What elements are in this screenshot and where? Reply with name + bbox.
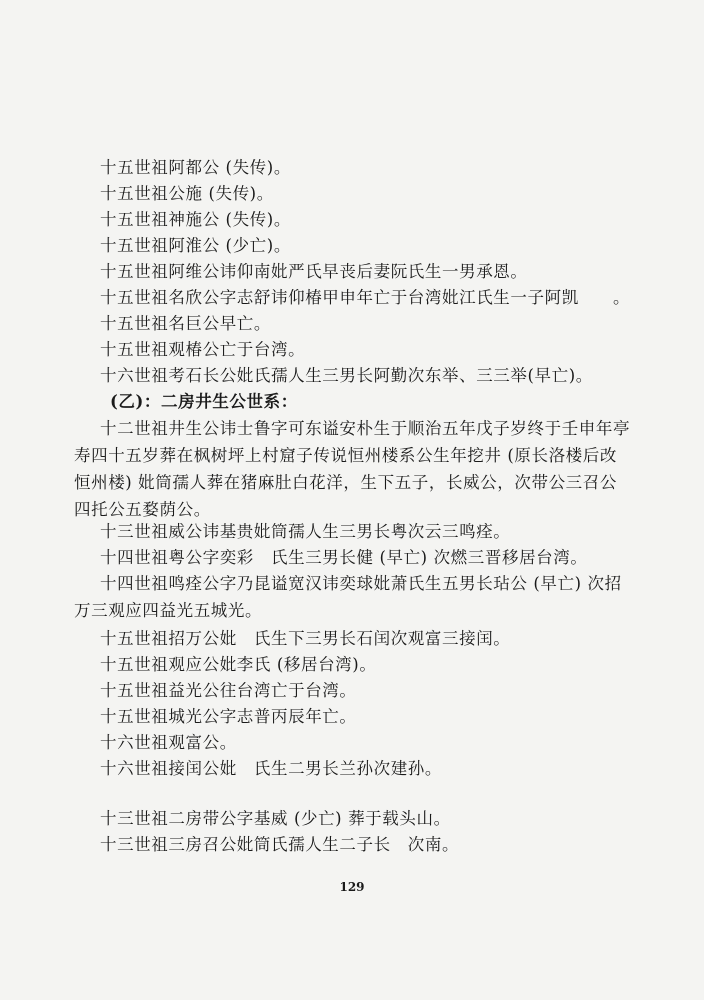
text-line: 十六世祖观富公。 bbox=[100, 733, 237, 752]
text-line: 十五世祖阿都公 (失传)。 bbox=[100, 158, 291, 177]
text-line: 十五世祖公施 (失传)。 bbox=[100, 184, 274, 203]
text-line: 十五世祖名欣公字志舒讳仰椿甲申年亡于台湾妣江氏生一子阿凯 。 bbox=[100, 288, 631, 307]
text-line: 十五世祖神施公 (失传)。 bbox=[100, 210, 291, 229]
paragraph: 十二世祖井生公讳士鲁字可东谥安朴生于顺治五年戊子岁终于壬申年亭寿四十五岁葬在枫树坪上村窟子传说恒州楼系公生年挖井 (原长洛楼后改恒州楼) 妣筒孺人葬在猪麻肚白花洋，生下五子，长威公，次带公三召公四托公五婺荫公。 bbox=[74, 419, 631, 519]
section-heading: (乙)：二房井生公世系： bbox=[110, 392, 298, 411]
text-line: 十五世祖观应公妣李氏 (移居台湾)。 bbox=[100, 655, 377, 674]
text-line: 十五世祖益光公往台湾亡于台湾。 bbox=[100, 681, 357, 700]
text-line: 十五世祖阿淮公 (少亡)。 bbox=[100, 236, 291, 255]
text-line: 十三世祖二房带公字基威 (少亡) 葬于载头山。 bbox=[100, 809, 451, 828]
text-line: 十六世祖考石长公妣氏孺人生三男长阿勤次东举、三三举(早亡)。 bbox=[100, 366, 593, 385]
text-line: 十五世祖招万公妣 氏生下三男长石闰次观富三接闰。 bbox=[100, 629, 511, 648]
text-line: 十五世祖阿维公讳仰南妣严氏早丧后妻阮氏生一男承恩。 bbox=[100, 262, 528, 281]
text-line: 十三世祖威公讳基贵妣筒孺人生三男长粤次云三鸣痊。 bbox=[100, 522, 511, 541]
text-line: 十三世祖三房召公妣筒氏孺人生二子长 次南。 bbox=[100, 835, 460, 854]
page-number: 129 bbox=[339, 880, 365, 894]
text-line: 十六世祖接闰公妣 氏生二男长兰孙次建孙。 bbox=[100, 759, 442, 778]
text-line: 十五世祖城光公字志普丙辰年亡。 bbox=[100, 707, 357, 726]
text-line: 十五世祖名巨公早亡。 bbox=[100, 314, 271, 333]
paragraph: 十四世祖鸣痊公字乃昆谥宽汉讳奕球妣萧氏生五男长玷公 (早亡) 次招万三观应四益光五城光。 bbox=[74, 574, 622, 620]
text-line: 十五世祖观椿公亡于台湾。 bbox=[100, 340, 306, 359]
text-line: 十四世祖粤公字奕彩 氏生三男长健 (早亡) 次燃三晋移居台湾。 bbox=[100, 548, 588, 567]
